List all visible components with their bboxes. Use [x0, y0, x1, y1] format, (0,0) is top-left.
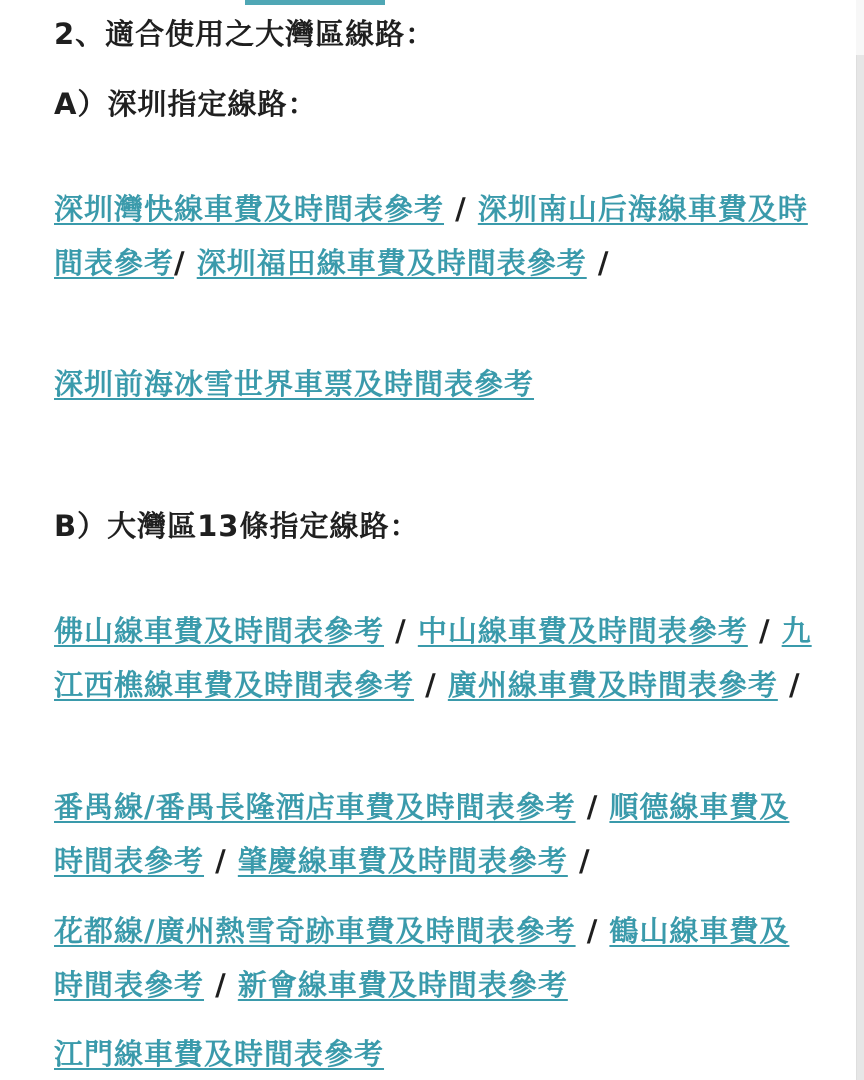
gba-routes-heading: B）大灣區13條指定線路： [54, 509, 420, 543]
link-shenzhen-bay-express[interactable]: 深圳灣快線車費及時間表參考 [54, 192, 445, 226]
shenzhen-links-paragraph [54, 182, 814, 290]
separator: / [215, 968, 227, 1002]
gba-links-paragraph-1 [54, 604, 814, 712]
separator: / [215, 844, 227, 878]
shenzhen-qianhai-paragraph [54, 357, 814, 411]
gba-links-paragraph-3 [54, 904, 814, 1012]
gba-links-paragraph-4 [54, 1027, 814, 1080]
separator: / [586, 914, 599, 948]
shenzhen-routes-heading: A）深圳指定線路： [54, 87, 318, 121]
link-zhongshan[interactable]: 中山線車費及時間表參考 [417, 614, 748, 648]
section-title: 2、適合使用之大灣區線路： [54, 17, 436, 51]
separator: / [578, 844, 591, 878]
link-panyu-chimelong[interactable]: 番禺線/番禺長隆酒店車費及時間表參考 [54, 790, 576, 824]
link-foshan[interactable]: 佛山線車費及時間表參考 [54, 614, 385, 648]
link-shunde[interactable]: 順德線車費及時間表參考 [54, 790, 790, 878]
separator: / [597, 246, 610, 280]
separator: / [425, 668, 437, 702]
separator: / [455, 192, 467, 226]
scrollbar-track[interactable] [856, 0, 864, 1080]
link-shenzhen-futian[interactable]: 深圳福田線車費及時間表參考 [196, 246, 587, 280]
link-xinhui[interactable]: 新會線車費及時間表參考 [237, 968, 568, 1002]
link-huadu-snow-wonder[interactable]: 花都線/廣州熱雪奇跡車費及時間表參考 [54, 914, 576, 948]
link-heshan[interactable]: 鶴山線車費及時間表參考 [54, 914, 790, 1002]
separator: / [174, 246, 186, 280]
separator: / [586, 790, 599, 824]
link-jiujiang-xiqiao[interactable]: 九江西樵線車費及時間表參考 [54, 614, 812, 702]
gba-links-paragraph-2 [54, 780, 814, 888]
top-tab-indicator [245, 0, 385, 5]
separator: / [758, 614, 771, 648]
scrollbar-thumb[interactable] [856, 55, 864, 1080]
link-guangzhou[interactable]: 廣州線車費及時間表參考 [447, 668, 778, 702]
link-jiangmen[interactable]: 江門線車費及時間表參考 [54, 1037, 385, 1071]
separator: / [788, 668, 801, 702]
link-zhaoqing[interactable]: 肇慶線車費及時間表參考 [237, 844, 568, 878]
link-shenzhen-nanshan-houhai[interactable]: 深圳南山后海線車費及時間表參考 [54, 192, 808, 280]
link-shenzhen-qianhai-ice-world[interactable]: 深圳前海冰雪世界車票及時間表參考 [54, 367, 535, 401]
separator: / [395, 614, 407, 648]
